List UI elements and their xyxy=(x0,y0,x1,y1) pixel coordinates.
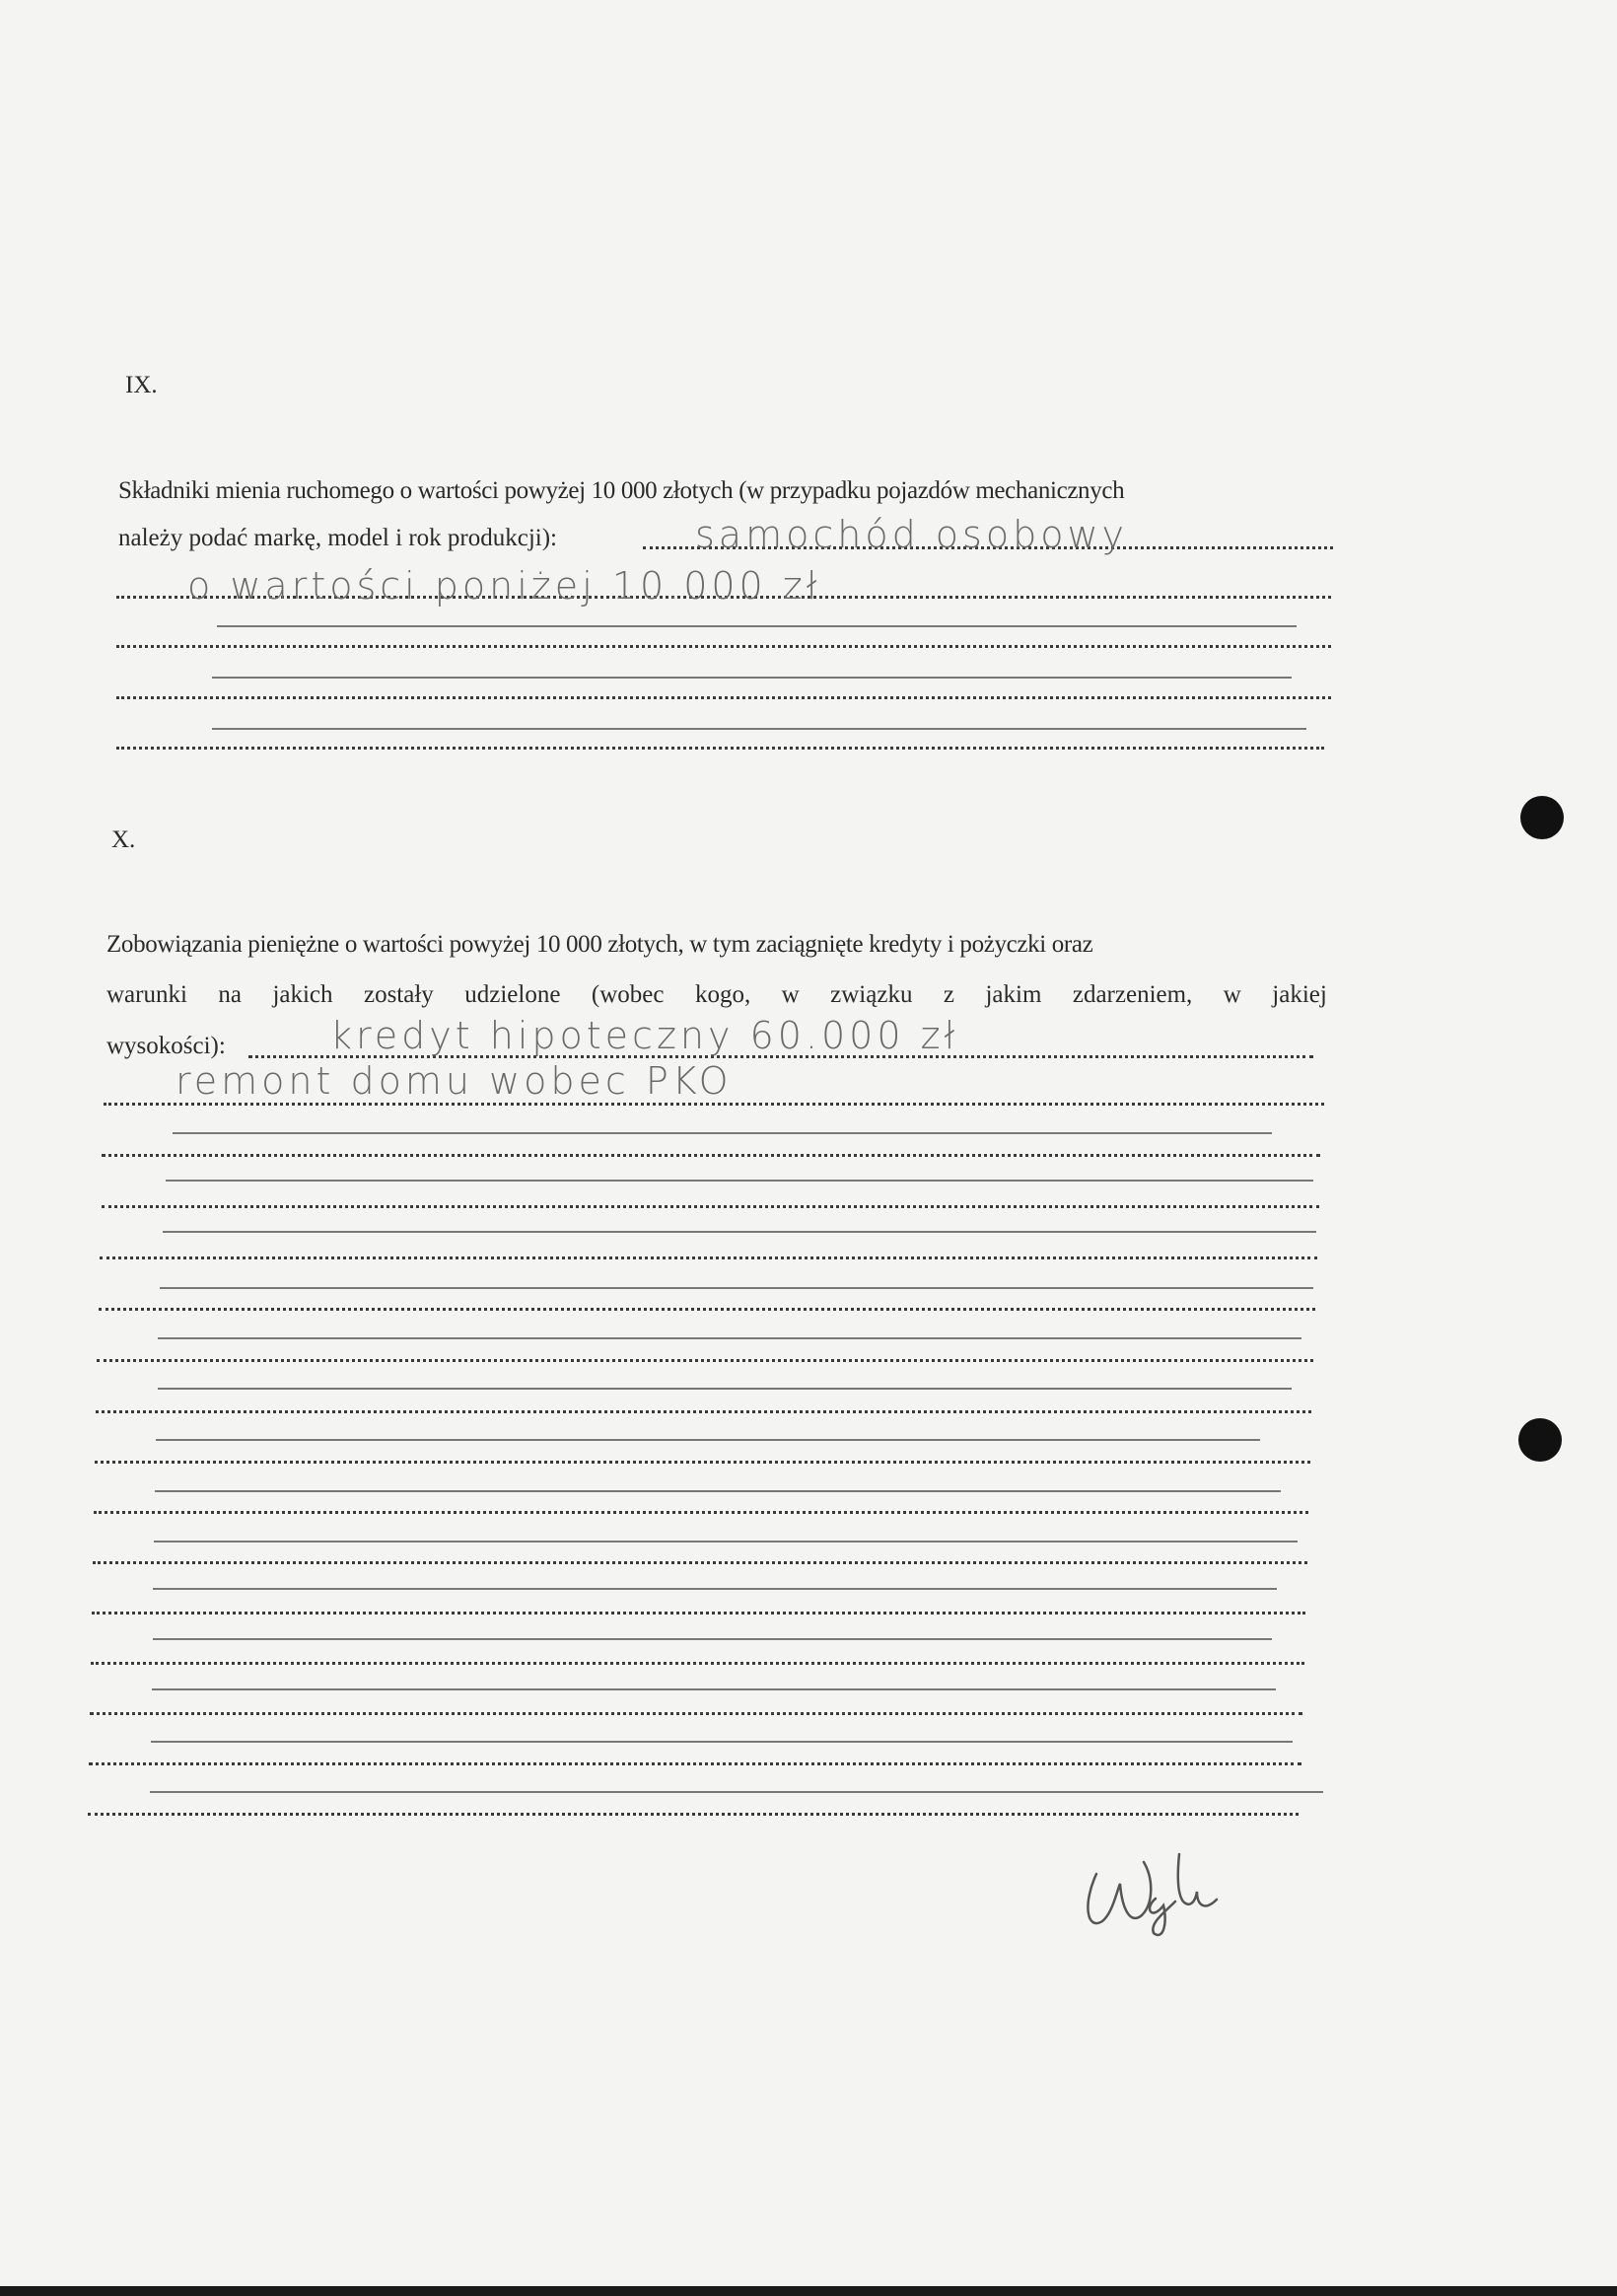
word: w xyxy=(781,981,800,1008)
scan-edge xyxy=(0,2286,1617,2296)
word: związku xyxy=(830,981,913,1008)
word: na xyxy=(218,981,242,1008)
section-x-question-line3: wysokości): xyxy=(106,1033,226,1059)
word: zdarzeniem, xyxy=(1072,981,1193,1008)
word: (wobec xyxy=(591,981,665,1008)
word: jakim xyxy=(985,981,1042,1008)
section-ix-question-line2: należy podać markę, model i rok produkcji): xyxy=(118,525,557,551)
section-ix-heading: IX. xyxy=(125,372,158,398)
section-ix-handwritten-answer-1: samochód osobowy xyxy=(695,513,1129,556)
punch-hole xyxy=(1518,1418,1562,1462)
word: jakiej xyxy=(1272,981,1327,1008)
section-x-heading: X. xyxy=(111,826,136,853)
section-ix-question-line1: Składniki mienia ruchomego o wartości powyżej 10 000 złotych (w przypadku pojazdów mechanicznych xyxy=(118,477,1125,504)
word: kogo, xyxy=(694,981,751,1008)
section-ix-handwritten-answer-2: o wartości poniżej 10.000 zł xyxy=(187,564,821,608)
word: jakich xyxy=(272,981,333,1008)
word: z xyxy=(943,981,955,1008)
word: warunki xyxy=(106,981,187,1008)
word: w xyxy=(1223,981,1241,1008)
section-x-handwritten-answer-1: kredyt hipoteczny 60.000 zł xyxy=(330,1014,959,1057)
section-x-question-line1: Zobowiązania pieniężne o wartości powyżej 10 000 złotych, w tym zaciągnięte kredyty i pożyczki oraz xyxy=(106,931,1093,958)
punch-hole xyxy=(1520,796,1564,839)
word: zostały xyxy=(363,981,434,1008)
section-x-handwritten-answer-2: remont domu wobec PKO xyxy=(176,1059,733,1103)
word: udzielone xyxy=(464,981,561,1008)
